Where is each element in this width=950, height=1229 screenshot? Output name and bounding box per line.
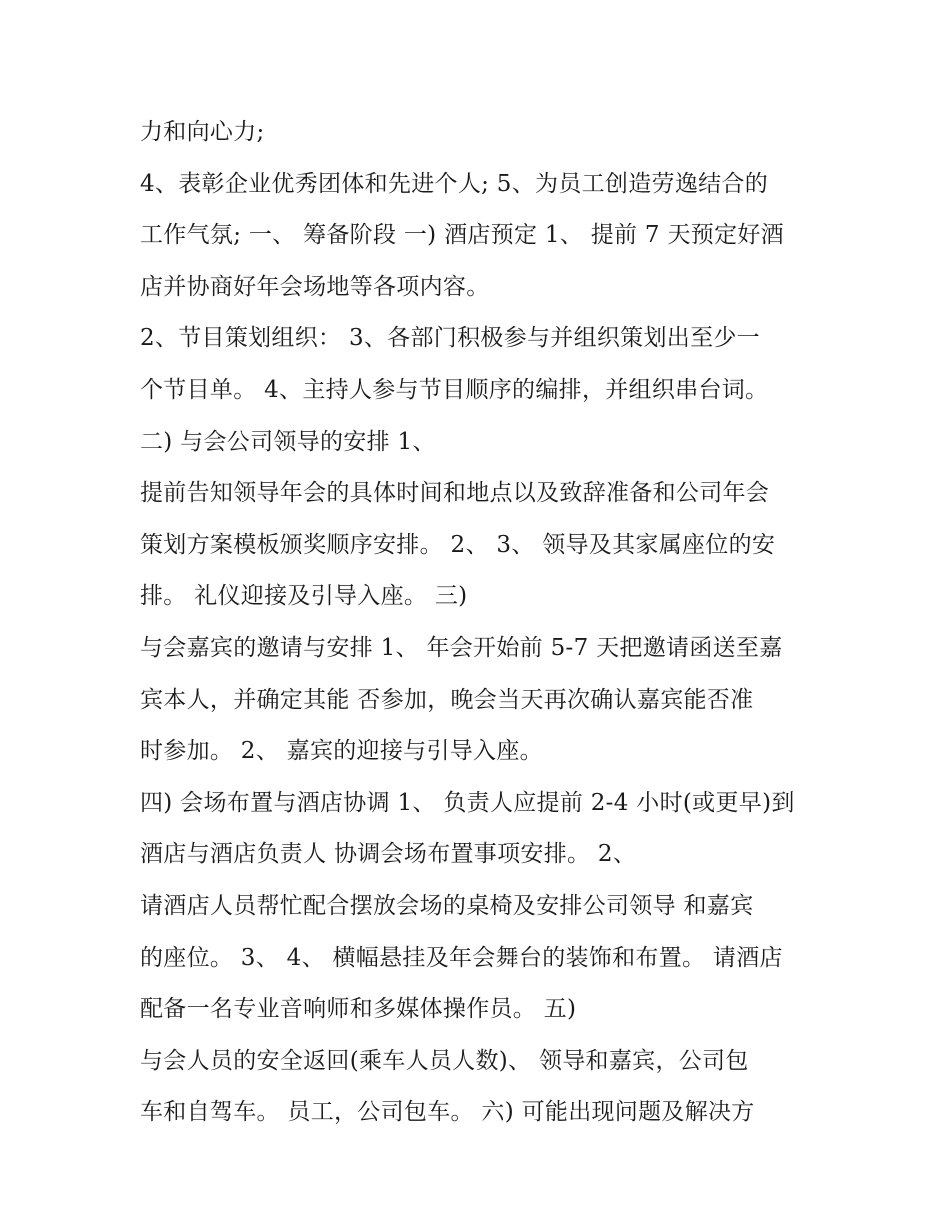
text-line: 2、节目策划组织： 3、各部门积极参与并组织策划出至少一: [140, 325, 760, 352]
text-line: 4、表彰企业优秀团体和先进个人; 5、为员工创造劳逸结合的: [140, 170, 769, 197]
text-line: 宾本人，并确定其能 否参加，晚会当天再次确认嘉宾能否准: [140, 686, 754, 713]
text-line: 提前告知领导年会的具体时间和地点以及致辞准备和公司年会: [140, 480, 770, 507]
text-line: 酒店与酒店负责人 协调会场布置事项安排。 2、: [140, 841, 637, 868]
text-line: 二) 与会公司领导的安排 1、: [140, 428, 436, 455]
text-line: 力和向心力;: [140, 119, 265, 145]
text-line: 策划方案模板颁奖顺序安排。 2、 3、 领导及其家属座位的安: [140, 531, 776, 558]
text-line: 请酒店人员帮忙配合摆放会场的桌椅及安排公司领导 和嘉宾: [140, 892, 754, 919]
text-line: 与会人员的安全返回(乘车人员人数)、 领导和嘉宾，公司包: [140, 1047, 749, 1074]
text-line: 个节目单。 4、主持人参与节目顺序的编排，并组织串台词。: [140, 376, 769, 403]
text-line: 店并协商好年会场地等各项内容。: [140, 273, 490, 300]
text-line: 配备一名专业音响师和多媒体操作员。 五): [140, 996, 577, 1023]
text-line: 的座位。 3、 4、 横幅悬挂及年会舞台的装饰和布置。 请酒店: [140, 944, 783, 971]
text-line: 与会嘉宾的邀请与安排 1、 年会开始前 5-7 天把邀请函送至嘉: [140, 634, 783, 661]
text-line: 排。 礼仪迎接及引导入座。 三): [140, 583, 468, 610]
text-line: 工作气氛; 一、 筹备阶段 一) 酒店预定 1、 提前 7 天预定好酒: [140, 222, 784, 249]
document-body: [140, 107, 830, 1139]
text-line: 四) 会场布置与酒店协调 1、 负责人应提前 2-4 小时(或更早)到: [140, 789, 795, 816]
text-line: 时参加。 2、 嘉宾的迎接与引导入座。: [140, 738, 543, 765]
text-line: 车和自驾车。 员工，公司包车。 六) 可能出现问题及解决方: [140, 1099, 755, 1126]
